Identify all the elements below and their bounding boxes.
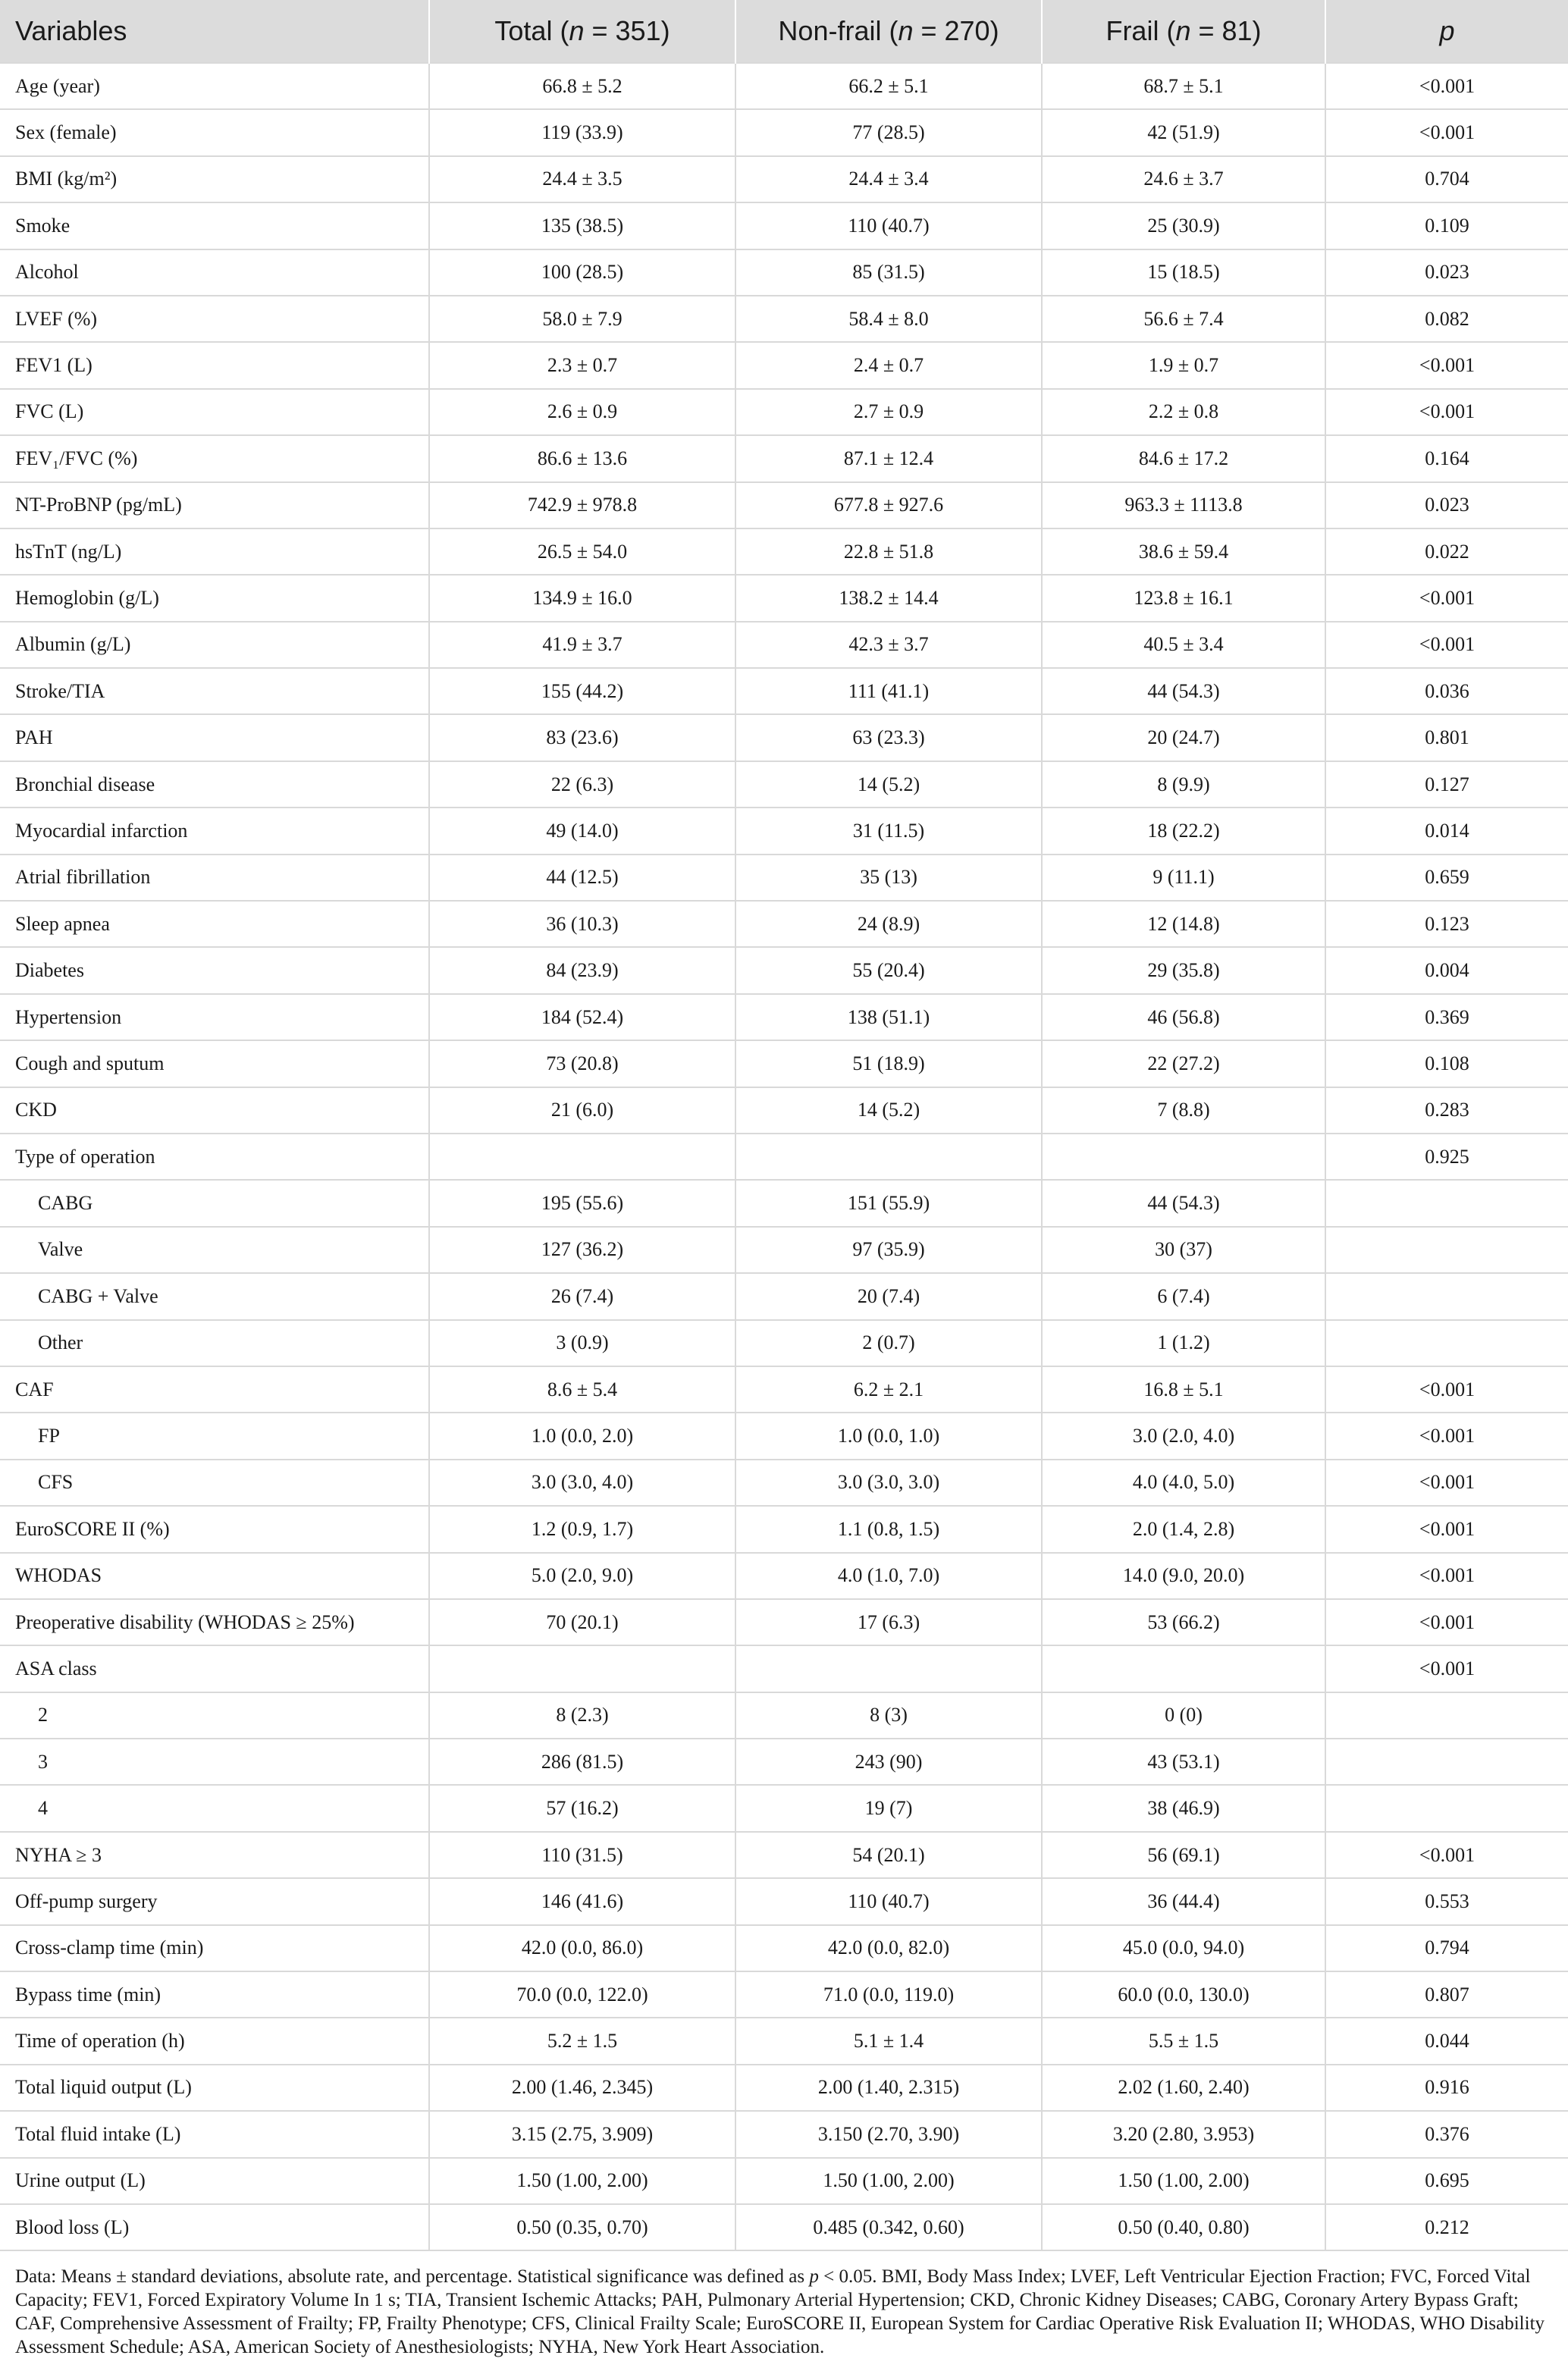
cell-non-frail: 677.8 ± 927.6	[735, 482, 1042, 528]
cell-p-value: <0.001	[1325, 389, 1568, 435]
table-row	[0, 1320, 1568, 1366]
cell-total: 134.9 ± 16.0	[429, 575, 735, 621]
cell-non-frail: 24 (8.9)	[735, 901, 1042, 947]
cell-frail	[1042, 1134, 1325, 1180]
cell-total: 66.8 ± 5.2	[429, 63, 735, 109]
table-row	[0, 63, 1568, 109]
cell-p-value	[1325, 1227, 1568, 1273]
row-label: Bypass time (min)	[0, 1971, 429, 2018]
table-row	[0, 1227, 1568, 1273]
cell-frail: 53 (66.2)	[1042, 1599, 1325, 1645]
cell-total: 146 (41.6)	[429, 1878, 735, 1924]
cell-total: 84 (23.9)	[429, 947, 735, 993]
row-label: FVC (L)	[0, 389, 429, 435]
cell-p-value	[1325, 1739, 1568, 1785]
table-row	[0, 249, 1568, 296]
row-label: Albumin (g/L)	[0, 622, 429, 668]
cell-total: 73 (20.8)	[429, 1040, 735, 1087]
cell-total: 1.2 (0.9, 1.7)	[429, 1506, 735, 1552]
cell-p-value: <0.001	[1325, 1599, 1568, 1645]
cell-p-value: <0.001	[1325, 1553, 1568, 1599]
cell-total: 100 (28.5)	[429, 249, 735, 296]
cell-non-frail: 42.0 (0.0, 82.0)	[735, 1925, 1042, 1971]
cell-non-frail: 14 (5.2)	[735, 761, 1042, 808]
table-row	[0, 528, 1568, 575]
cell-total: 286 (81.5)	[429, 1739, 735, 1785]
cell-frail: 45.0 (0.0, 94.0)	[1042, 1925, 1325, 1971]
table-row	[0, 1273, 1568, 1319]
header-frail: Frail (n = 81)	[1042, 0, 1325, 63]
cell-non-frail: 1.0 (0.0, 1.0)	[735, 1413, 1042, 1459]
cell-non-frail: 110 (40.7)	[735, 202, 1042, 249]
cell-p-value: 0.369	[1325, 994, 1568, 1040]
cell-p-value: <0.001	[1325, 342, 1568, 388]
cell-total: 110 (31.5)	[429, 1832, 735, 1878]
cell-p-value: 0.801	[1325, 714, 1568, 760]
header-row	[0, 0, 1568, 63]
row-label: FP	[0, 1413, 429, 1459]
cell-non-frail: 1.50 (1.00, 2.00)	[735, 2158, 1042, 2204]
row-label: CFS	[0, 1460, 429, 1506]
table-row	[0, 109, 1568, 155]
table-row	[0, 901, 1568, 947]
cell-p-value: 0.704	[1325, 156, 1568, 202]
cell-non-frail: 151 (55.9)	[735, 1180, 1042, 1226]
table-row	[0, 1553, 1568, 1599]
cell-frail: 46 (56.8)	[1042, 994, 1325, 1040]
cell-frail: 6 (7.4)	[1042, 1273, 1325, 1319]
cell-total: 70 (20.1)	[429, 1599, 735, 1645]
cell-total: 195 (55.6)	[429, 1180, 735, 1226]
cell-non-frail: 19 (7)	[735, 1785, 1042, 1831]
cell-frail: 20 (24.7)	[1042, 714, 1325, 760]
cell-non-frail: 24.4 ± 3.4	[735, 156, 1042, 202]
cell-p-value: 0.123	[1325, 901, 1568, 947]
cell-p-value: 0.283	[1325, 1087, 1568, 1134]
cell-frail: 24.6 ± 3.7	[1042, 156, 1325, 202]
cell-frail: 68.7 ± 5.1	[1042, 63, 1325, 109]
cell-non-frail: 51 (18.9)	[735, 1040, 1042, 1087]
cell-total: 2.3 ± 0.7	[429, 342, 735, 388]
table-row	[0, 1413, 1568, 1459]
cell-non-frail: 31 (11.5)	[735, 808, 1042, 854]
cell-non-frail: 243 (90)	[735, 1739, 1042, 1785]
cell-total: 184 (52.4)	[429, 994, 735, 1040]
cell-total: 21 (6.0)	[429, 1087, 735, 1134]
cell-p-value	[1325, 1785, 1568, 1831]
cell-total: 742.9 ± 978.8	[429, 482, 735, 528]
table-row	[0, 156, 1568, 202]
table-row	[0, 668, 1568, 714]
cell-non-frail	[735, 1134, 1042, 1180]
row-label: CKD	[0, 1087, 429, 1134]
cell-frail: 0.50 (0.40, 0.80)	[1042, 2204, 1325, 2250]
cell-frail: 4.0 (4.0, 5.0)	[1042, 1460, 1325, 1506]
cell-total: 86.6 ± 13.6	[429, 435, 735, 481]
cell-frail: 963.3 ± 1113.8	[1042, 482, 1325, 528]
table-row	[0, 761, 1568, 808]
table-row	[0, 1692, 1568, 1739]
cell-non-frail: 0.485 (0.342, 0.60)	[735, 2204, 1042, 2250]
cell-frail: 22 (27.2)	[1042, 1040, 1325, 1087]
row-label: Time of operation (h)	[0, 2018, 429, 2064]
cell-p-value: 0.212	[1325, 2204, 1568, 2250]
row-label: Hypertension	[0, 994, 429, 1040]
cell-p-value: 0.553	[1325, 1878, 1568, 1924]
row-label: Cough and sputum	[0, 1040, 429, 1087]
header-variables: Variables	[0, 0, 429, 63]
cell-total: 2.00 (1.46, 2.345)	[429, 2065, 735, 2111]
cell-p-value: 0.082	[1325, 296, 1568, 342]
cell-p-value: <0.001	[1325, 63, 1568, 109]
cell-total: 24.4 ± 3.5	[429, 156, 735, 202]
table-row	[0, 1040, 1568, 1087]
cell-non-frail: 138.2 ± 14.4	[735, 575, 1042, 621]
cell-total: 3.15 (2.75, 3.909)	[429, 2111, 735, 2157]
cell-p-value: <0.001	[1325, 622, 1568, 668]
cell-total: 41.9 ± 3.7	[429, 622, 735, 668]
table-row	[0, 1599, 1568, 1645]
cell-total: 0.50 (0.35, 0.70)	[429, 2204, 735, 2250]
cell-frail: 36 (44.4)	[1042, 1878, 1325, 1924]
table-row	[0, 1087, 1568, 1134]
row-label: Smoke	[0, 202, 429, 249]
cell-non-frail: 22.8 ± 51.8	[735, 528, 1042, 575]
table-row	[0, 575, 1568, 621]
cell-p-value: <0.001	[1325, 1366, 1568, 1413]
cell-p-value	[1325, 1273, 1568, 1319]
cell-frail: 56 (69.1)	[1042, 1832, 1325, 1878]
header-non-frail: Non-frail (n = 270)	[735, 0, 1042, 63]
row-label: FEV₁/FVC (%)	[0, 435, 429, 481]
cell-non-frail: 3.0 (3.0, 3.0)	[735, 1460, 1042, 1506]
cell-non-frail	[735, 1645, 1042, 1692]
table-row	[0, 622, 1568, 668]
cell-total: 2.6 ± 0.9	[429, 389, 735, 435]
cell-total: 22 (6.3)	[429, 761, 735, 808]
row-label: Off-pump surgery	[0, 1878, 429, 1924]
cell-p-value: <0.001	[1325, 575, 1568, 621]
table-body	[0, 63, 1568, 2250]
cell-frail: 2.0 (1.4, 2.8)	[1042, 1506, 1325, 1552]
cell-frail: 38.6 ± 59.4	[1042, 528, 1325, 575]
cell-non-frail: 35 (13)	[735, 855, 1042, 901]
cell-p-value: 0.127	[1325, 761, 1568, 808]
cell-p-value: <0.001	[1325, 1645, 1568, 1692]
row-label: Total liquid output (L)	[0, 2065, 429, 2111]
row-label: Bronchial disease	[0, 761, 429, 808]
cell-frail: 123.8 ± 16.1	[1042, 575, 1325, 621]
cell-frail: 12 (14.8)	[1042, 901, 1325, 947]
table-row	[0, 1832, 1568, 1878]
cell-non-frail: 1.1 (0.8, 1.5)	[735, 1506, 1042, 1552]
cell-non-frail: 4.0 (1.0, 7.0)	[735, 1553, 1042, 1599]
row-label: CAF	[0, 1366, 429, 1413]
table-row	[0, 482, 1568, 528]
cell-total: 42.0 (0.0, 86.0)	[429, 1925, 735, 1971]
cell-frail: 0 (0)	[1042, 1692, 1325, 1739]
cell-p-value: 0.916	[1325, 2065, 1568, 2111]
cell-p-value: 0.376	[1325, 2111, 1568, 2157]
cell-non-frail: 2.00 (1.40, 2.315)	[735, 2065, 1042, 2111]
cell-p-value: 0.695	[1325, 2158, 1568, 2204]
cell-non-frail: 42.3 ± 3.7	[735, 622, 1042, 668]
row-label: Diabetes	[0, 947, 429, 993]
table-row	[0, 947, 1568, 993]
cell-non-frail: 54 (20.1)	[735, 1832, 1042, 1878]
table-row	[0, 296, 1568, 342]
cell-p-value: 0.004	[1325, 947, 1568, 993]
table-footnote: Data: Means ± standard deviations, absolute rate, and percentage. Statistical significance was defined as p < 0.05. BMI, Body Mass Index; LVEF, Left Ventricular Ejection Fraction; FVC, Forced Vital Capacity; FEV1, Forced Expiratory Volume In 1 s; TIA, Transient Ischemic Attacks; PAH, Pulmonary Arterial Hypertension; CKD, Chronic Kidney Diseases; CABG, Coronary Artery Bypass Graft; CAF, Comprehensive Assessment of Frailty; FP, Frailty Phenotype; CFS, Clinical Frailty Scale; EuroSCORE II, European System for Cardiac Operative Risk Evaluation II; WHODAS, WHO Disability Assessment Schedule; ASA, American Society of Anesthesiologists; NYHA, New York Heart Association.	[15, 2266, 1545, 2358]
row-label: WHODAS	[0, 1553, 429, 1599]
cell-frail: 18 (22.2)	[1042, 808, 1325, 854]
cell-total: 135 (38.5)	[429, 202, 735, 249]
row-label: Other	[0, 1320, 429, 1366]
cell-total: 5.0 (2.0, 9.0)	[429, 1553, 735, 1599]
cell-frail: 3.0 (2.0, 4.0)	[1042, 1413, 1325, 1459]
cell-p-value: <0.001	[1325, 1506, 1568, 1552]
table-row	[0, 435, 1568, 481]
row-label: ASA class	[0, 1645, 429, 1692]
cell-total: 49 (14.0)	[429, 808, 735, 854]
row-label: Myocardial infarction	[0, 808, 429, 854]
cell-non-frail: 138 (51.1)	[735, 994, 1042, 1040]
cell-frail: 1 (1.2)	[1042, 1320, 1325, 1366]
header-p-value: p	[1325, 0, 1568, 63]
cell-non-frail: 97 (35.9)	[735, 1227, 1042, 1273]
cell-total: 70.0 (0.0, 122.0)	[429, 1971, 735, 2018]
cell-p-value: 0.036	[1325, 668, 1568, 714]
row-label: EuroSCORE II (%)	[0, 1506, 429, 1552]
table-row	[0, 2018, 1568, 2064]
row-label: 3	[0, 1739, 429, 1785]
table-row	[0, 1134, 1568, 1180]
cell-frail: 44 (54.3)	[1042, 1180, 1325, 1226]
cell-total: 44 (12.5)	[429, 855, 735, 901]
cell-total: 8.6 ± 5.4	[429, 1366, 735, 1413]
cell-frail: 2.02 (1.60, 2.40)	[1042, 2065, 1325, 2111]
cell-frail: 42 (51.9)	[1042, 109, 1325, 155]
row-label: Blood loss (L)	[0, 2204, 429, 2250]
cell-frail: 38 (46.9)	[1042, 1785, 1325, 1831]
cell-p-value: 0.164	[1325, 435, 1568, 481]
cell-non-frail: 87.1 ± 12.4	[735, 435, 1042, 481]
cell-non-frail: 2.4 ± 0.7	[735, 342, 1042, 388]
cell-non-frail: 55 (20.4)	[735, 947, 1042, 993]
row-label: Stroke/TIA	[0, 668, 429, 714]
table-row	[0, 342, 1568, 388]
table-row	[0, 1971, 1568, 2018]
row-label: Atrial fibrillation	[0, 855, 429, 901]
table-row	[0, 2111, 1568, 2157]
cell-non-frail: 5.1 ± 1.4	[735, 2018, 1042, 2064]
cell-frail: 44 (54.3)	[1042, 668, 1325, 714]
cell-total: 3 (0.9)	[429, 1320, 735, 1366]
row-label: CABG + Valve	[0, 1273, 429, 1319]
cell-frail: 43 (53.1)	[1042, 1739, 1325, 1785]
cell-total: 1.0 (0.0, 2.0)	[429, 1413, 735, 1459]
cell-non-frail: 6.2 ± 2.1	[735, 1366, 1042, 1413]
cell-frail: 7 (8.8)	[1042, 1087, 1325, 1134]
cell-p-value: <0.001	[1325, 1413, 1568, 1459]
cell-non-frail: 71.0 (0.0, 119.0)	[735, 1971, 1042, 2018]
table-row	[0, 1785, 1568, 1831]
table-row	[0, 714, 1568, 760]
row-label: NT-ProBNP (pg/mL)	[0, 482, 429, 528]
cell-frail: 8 (9.9)	[1042, 761, 1325, 808]
cell-non-frail: 58.4 ± 8.0	[735, 296, 1042, 342]
table-row	[0, 1645, 1568, 1692]
table-row	[0, 1180, 1568, 1226]
cell-frail: 5.5 ± 1.5	[1042, 2018, 1325, 2064]
row-label: NYHA ≥ 3	[0, 1832, 429, 1878]
cell-p-value: 0.014	[1325, 808, 1568, 854]
cell-total	[429, 1134, 735, 1180]
cell-p-value: 0.022	[1325, 528, 1568, 575]
cell-frail: 84.6 ± 17.2	[1042, 435, 1325, 481]
cell-frail: 15 (18.5)	[1042, 249, 1325, 296]
cell-non-frail: 17 (6.3)	[735, 1599, 1042, 1645]
cell-total: 83 (23.6)	[429, 714, 735, 760]
cell-total: 3.0 (3.0, 4.0)	[429, 1460, 735, 1506]
cell-p-value: 0.023	[1325, 482, 1568, 528]
row-label: BMI (kg/m²)	[0, 156, 429, 202]
cell-non-frail: 2 (0.7)	[735, 1320, 1042, 1366]
cell-non-frail: 111 (41.1)	[735, 668, 1042, 714]
cell-non-frail: 2.7 ± 0.9	[735, 389, 1042, 435]
row-label: 2	[0, 1692, 429, 1739]
cell-frail: 60.0 (0.0, 130.0)	[1042, 1971, 1325, 2018]
cell-p-value	[1325, 1180, 1568, 1226]
cell-total: 155 (44.2)	[429, 668, 735, 714]
cell-frail: 1.50 (1.00, 2.00)	[1042, 2158, 1325, 2204]
row-label: hsTnT (ng/L)	[0, 528, 429, 575]
cell-non-frail: 110 (40.7)	[735, 1878, 1042, 1924]
cell-frail: 30 (37)	[1042, 1227, 1325, 1273]
table-row	[0, 808, 1568, 854]
row-label: Total fluid intake (L)	[0, 2111, 429, 2157]
cell-p-value: 0.925	[1325, 1134, 1568, 1180]
row-label: PAH	[0, 714, 429, 760]
cell-non-frail: 66.2 ± 5.1	[735, 63, 1042, 109]
row-label: CABG	[0, 1180, 429, 1226]
cell-frail: 2.2 ± 0.8	[1042, 389, 1325, 435]
table-row	[0, 389, 1568, 435]
cell-p-value: 0.109	[1325, 202, 1568, 249]
cell-p-value: <0.001	[1325, 1832, 1568, 1878]
cell-p-value: 0.794	[1325, 1925, 1568, 1971]
cell-p-value	[1325, 1692, 1568, 1739]
table-row	[0, 1925, 1568, 1971]
cell-frail: 16.8 ± 5.1	[1042, 1366, 1325, 1413]
cell-total: 26.5 ± 54.0	[429, 528, 735, 575]
table-row	[0, 1366, 1568, 1413]
row-label: Valve	[0, 1227, 429, 1273]
table-row	[0, 2065, 1568, 2111]
row-label: Sex (female)	[0, 109, 429, 155]
cell-non-frail: 20 (7.4)	[735, 1273, 1042, 1319]
row-label: Age (year)	[0, 63, 429, 109]
table-row	[0, 2158, 1568, 2204]
row-label: Hemoglobin (g/L)	[0, 575, 429, 621]
cell-frail: 40.5 ± 3.4	[1042, 622, 1325, 668]
cell-p-value: <0.001	[1325, 1460, 1568, 1506]
row-label: Alcohol	[0, 249, 429, 296]
cell-frail	[1042, 1645, 1325, 1692]
cell-total	[429, 1645, 735, 1692]
cell-p-value	[1325, 1320, 1568, 1366]
cell-p-value: 0.108	[1325, 1040, 1568, 1087]
cell-non-frail: 63 (23.3)	[735, 714, 1042, 760]
cell-total: 36 (10.3)	[429, 901, 735, 947]
cell-frail: 1.9 ± 0.7	[1042, 342, 1325, 388]
cell-non-frail: 77 (28.5)	[735, 109, 1042, 155]
cell-non-frail: 85 (31.5)	[735, 249, 1042, 296]
cell-total: 119 (33.9)	[429, 109, 735, 155]
header-total: Total (n = 351)	[429, 0, 735, 63]
cell-total: 8 (2.3)	[429, 1692, 735, 1739]
row-label: Urine output (L)	[0, 2158, 429, 2204]
row-label: Sleep apnea	[0, 901, 429, 947]
table-row	[0, 1506, 1568, 1552]
cell-non-frail: 8 (3)	[735, 1692, 1042, 1739]
row-label: LVEF (%)	[0, 296, 429, 342]
cell-p-value: 0.044	[1325, 2018, 1568, 2064]
cell-frail: 56.6 ± 7.4	[1042, 296, 1325, 342]
cell-frail: 14.0 (9.0, 20.0)	[1042, 1553, 1325, 1599]
cell-total: 5.2 ± 1.5	[429, 2018, 735, 2064]
row-label: 4	[0, 1785, 429, 1831]
table-header	[0, 0, 1568, 63]
cell-non-frail: 14 (5.2)	[735, 1087, 1042, 1134]
cell-p-value: 0.807	[1325, 1971, 1568, 2018]
row-label: Type of operation	[0, 1134, 429, 1180]
table-row	[0, 1739, 1568, 1785]
cell-p-value: 0.023	[1325, 249, 1568, 296]
cell-frail: 3.20 (2.80, 3.953)	[1042, 2111, 1325, 2157]
row-label: FEV1 (L)	[0, 342, 429, 388]
cell-frail: 9 (11.1)	[1042, 855, 1325, 901]
table-row	[0, 2204, 1568, 2250]
cell-total: 58.0 ± 7.9	[429, 296, 735, 342]
cell-p-value: <0.001	[1325, 109, 1568, 155]
cell-p-value: 0.659	[1325, 855, 1568, 901]
table-row	[0, 1878, 1568, 1924]
table-row	[0, 202, 1568, 249]
row-label: Cross-clamp time (min)	[0, 1925, 429, 1971]
cell-frail: 29 (35.8)	[1042, 947, 1325, 993]
cell-total: 127 (36.2)	[429, 1227, 735, 1273]
cell-frail: 25 (30.9)	[1042, 202, 1325, 249]
cell-total: 26 (7.4)	[429, 1273, 735, 1319]
cell-total: 1.50 (1.00, 2.00)	[429, 2158, 735, 2204]
table-row	[0, 994, 1568, 1040]
row-label: Preoperative disability (WHODAS ≥ 25%)	[0, 1599, 429, 1645]
table-row	[0, 1460, 1568, 1506]
table-row	[0, 855, 1568, 901]
cell-total: 57 (16.2)	[429, 1785, 735, 1831]
cell-non-frail: 3.150 (2.70, 3.90)	[735, 2111, 1042, 2157]
